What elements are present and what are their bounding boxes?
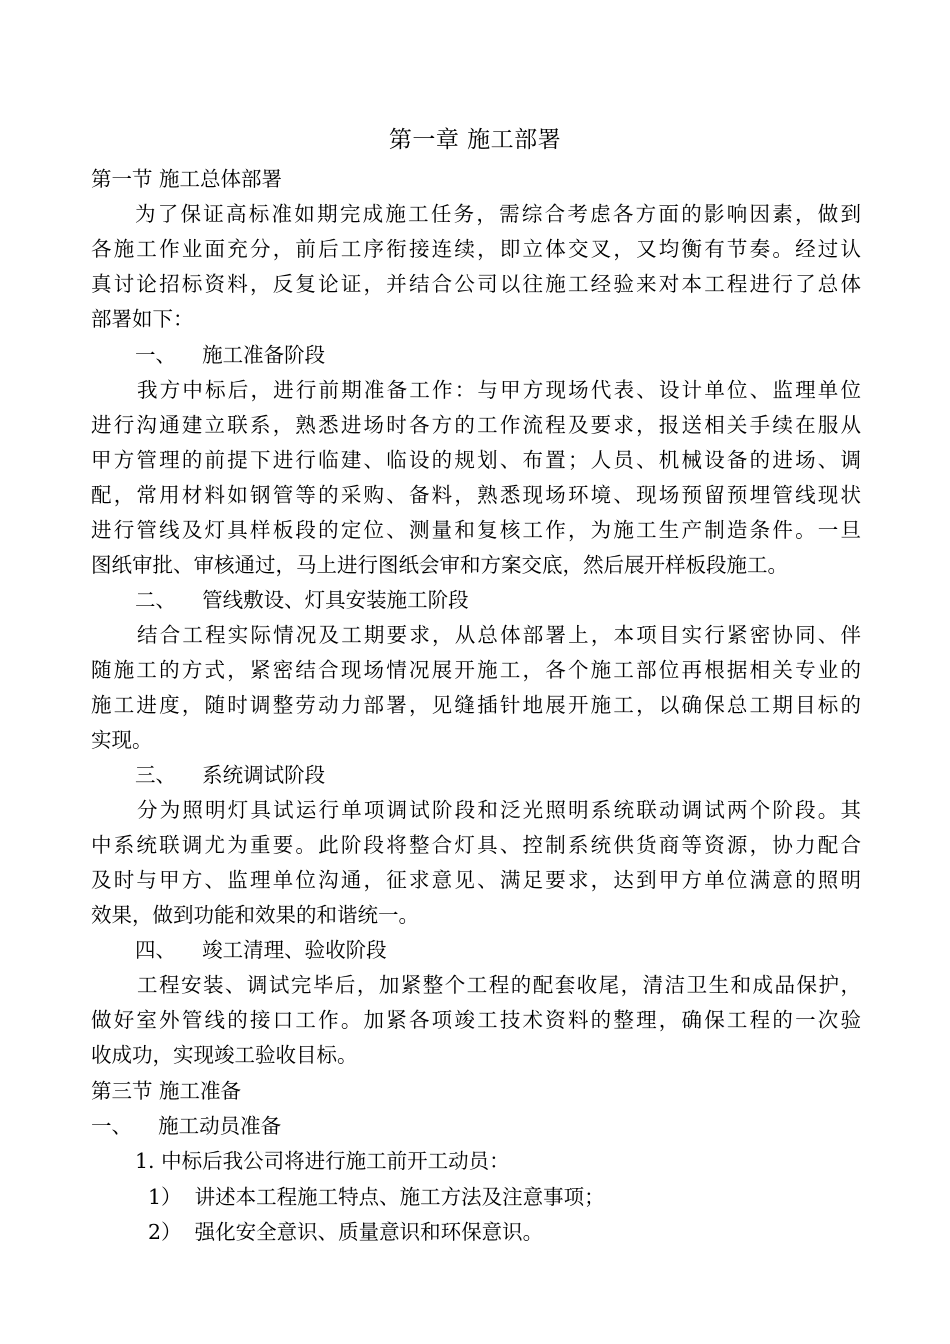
stage2-line-2: 随施工的方式，紧密结合现场情况展开施工，各个施工部位再根据相关专业的 xyxy=(91,658,861,682)
sub-list-item-2: 2） 强化安全意识、质量意识和环保意识。 xyxy=(148,1220,544,1244)
subsection-heading-1: 一、 施工动员准备 xyxy=(91,1114,282,1138)
list-item-1: 1. 中标后我公司将进行施工前开工动员： xyxy=(135,1149,510,1173)
stage3-line-3: 及时与甲方、监理单位沟通，征求意见、满足要求，达到甲方单位满意的照明 xyxy=(91,868,861,892)
stage3-line-1: 分为照明灯具试运行单项调试阶段和泛光照明系统联动调试两个阶段。其 xyxy=(137,798,861,822)
stage-heading-1: 一、 施工准备阶段 xyxy=(135,343,326,367)
stage1-line-3: 甲方管理的前提下进行临建、临设的规划、布置；人员、机械设备的进场、调 xyxy=(91,448,861,472)
stage4-line-3: 收成功，实现竣工验收目标。 xyxy=(91,1043,358,1067)
stage1-line-4: 配，常用材料如钢管等的采购、备料，熟悉现场环境、现场预留预埋管线现状 xyxy=(91,483,861,507)
stage1-line-2: 进行沟通建立联系，熟悉进场时各方的工作流程及要求，报送相关手续在服从 xyxy=(91,413,861,437)
stage-heading-4: 四、 竣工清理、验收阶段 xyxy=(135,938,387,962)
sub-list-item-1: 1） 讲述本工程施工特点、施工方法及注意事项； xyxy=(148,1185,605,1209)
stage3-line-2: 中系统联调尤为重要。此阶段将整合灯具、控制系统供货商等资源，协力配合 xyxy=(91,833,861,857)
stage2-line-4: 实现。 xyxy=(91,728,153,752)
intro-line-4: 部署如下： xyxy=(91,307,194,331)
stage1-line-1: 我方中标后，进行前期准备工作：与甲方现场代表、设计单位、监理单位 xyxy=(137,378,861,402)
stage2-line-1: 结合工程实际情况及工期要求，从总体部署上，本项目实行紧密协同、伴 xyxy=(137,623,861,647)
chapter-title: 第一章 施工部署 xyxy=(388,127,562,153)
intro-line-2: 各施工作业面充分，前后工序衔接连续，即立体交叉，又均衡有节奏。经过认 xyxy=(91,237,861,261)
stage4-line-2: 做好室外管线的接口工作。加紧各项竣工技术资料的整理，确保工程的一次验 xyxy=(91,1008,861,1032)
stage3-line-4: 效果，做到功能和效果的和谐统一。 xyxy=(91,903,419,927)
stage1-line-6: 图纸审批、审核通过，马上进行图纸会审和方案交底，然后展开样板段施工。 xyxy=(91,553,788,577)
stage2-line-3: 施工进度，随时调整劳动力部署，见缝插针地展开施工，以确保总工期目标的 xyxy=(91,693,861,717)
intro-line-1: 为了保证高标准如期完成施工任务，需综合考虑各方面的影响因素，做到 xyxy=(135,202,861,226)
stage4-line-1: 工程安装、调试完毕后，加紧整个工程的配套收尾，清洁卫生和成品保护， xyxy=(137,973,861,997)
section-heading-1: 第一节 施工总体部署 xyxy=(91,167,283,191)
section-heading-3: 第三节 施工准备 xyxy=(91,1079,242,1103)
stage-heading-2: 二、 管线敷设、灯具安装施工阶段 xyxy=(135,588,469,612)
stage1-line-5: 进行管线及灯具样板段的定位、测量和复核工作，为施工生产制造条件。一旦 xyxy=(91,518,861,542)
stage-heading-3: 三、 系统调试阶段 xyxy=(135,763,326,787)
intro-line-3: 真讨论招标资料，反复论证，并结合公司以往施工经验来对本工程进行了总体 xyxy=(91,272,861,296)
